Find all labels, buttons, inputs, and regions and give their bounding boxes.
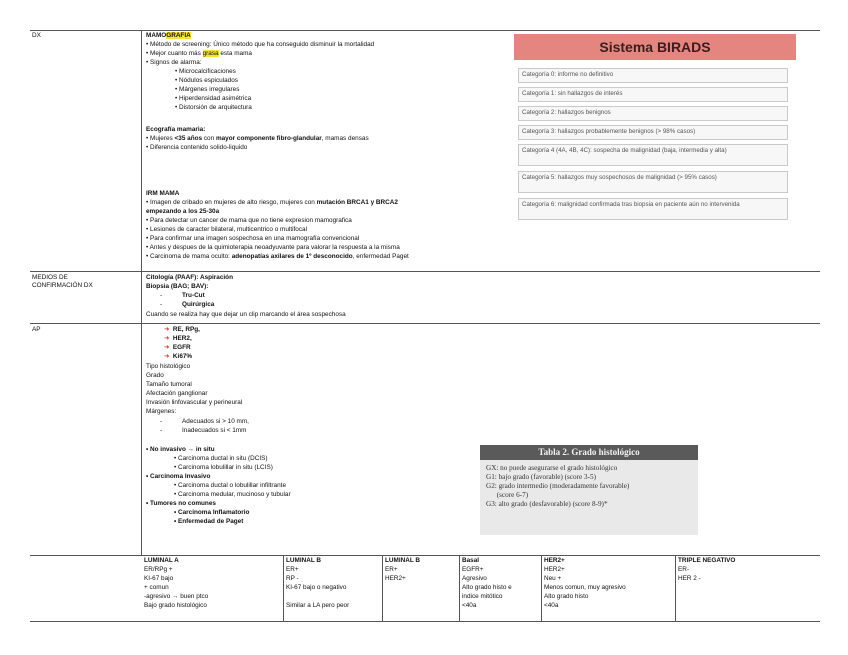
grado-title: Tabla 2. Grado histológico (480, 445, 698, 460)
birads-title: Sistema BIRADS (514, 34, 796, 60)
medios-sub: Tru-Cut (182, 292, 205, 299)
invasivo: • Carcinoma Invasivo (146, 473, 211, 480)
subtype-cell: <40a (462, 602, 477, 609)
no-invasivo-item: • Carcinoma ductal in situ (DCIS) (174, 455, 268, 462)
medios-item: Cuando se realiza hay que dejar un clip marcando el área sospechosa (146, 311, 346, 318)
subtype-cell: ER+ (385, 566, 398, 573)
arrow-icon: ➜ (164, 326, 170, 333)
invasivo-item: • Carcinoma medular, mucinoso y tubular (174, 491, 291, 498)
signo-item: • Microcalcificaciones (175, 68, 236, 75)
row-label-medios: MEDIOS DE (32, 274, 68, 281)
mamografia-title (146, 32, 191, 40)
row-divider (30, 323, 820, 324)
invasivo-item: • Carcinoma ductal o lobulillar infiltrante (174, 482, 286, 489)
birads-category: Categoría 0: informe no definitivo (518, 68, 788, 83)
margen-item: Inadecuados si < 1mm (182, 427, 247, 434)
subtype-cell: HER2+ (544, 566, 565, 573)
irm-item (146, 253, 409, 261)
row-divider (30, 271, 820, 272)
birads-category: Categoría 1: sin hallazgos de interés (518, 87, 788, 102)
arrow-icon: ➜ (164, 335, 170, 342)
subtype-cell: <40a (544, 602, 559, 609)
subtype-cell: HER 2 - (678, 575, 701, 582)
grado-line: G3: alto grado (desfavorable) (score 8-9)* (486, 500, 608, 508)
text: EGFR (172, 344, 191, 351)
signo-item: • Hiperdensidad asimétrica (175, 95, 252, 102)
text: Ki67% (172, 353, 193, 360)
grado-line: G1: bajo grado (favorable) (score 3-5) (486, 473, 596, 481)
irm-title: IRM MAMA (146, 190, 180, 197)
margen-item: Adecuados si > 10 mm, (182, 418, 249, 425)
mamografia-item: • Signos de alarma: (146, 59, 202, 66)
subtype-divider (541, 555, 542, 621)
grado-line: (score 6-7) (486, 491, 529, 499)
subtype-cell: Agresivo (462, 575, 487, 582)
subtype-cell: Alto grado histo e (462, 584, 512, 591)
irm-item: • Para confirmar una imagen sospechosa en una mamografía convencional (146, 235, 360, 242)
signo-item: • Nódulos espiculados (175, 77, 238, 84)
text: in situ (194, 446, 215, 453)
text-bold: adenopatías axilares de 1º desconocido (231, 253, 353, 260)
row-label-dx: DX (32, 32, 41, 39)
subtype-cell: indice mitótico (462, 593, 503, 600)
mamografia-title-b: GRAFIA (166, 32, 191, 39)
text: • No invasivo (146, 446, 188, 453)
mamografia-item: • Método de screening: Único método que ha conseguido disminuir la mortalidad (146, 41, 375, 48)
grado-line: G2: grado intermedio (moderadamente favorable) (486, 482, 630, 490)
birads-category: Categoría 6: malignidad confirmada tras biopsia en paciente aún no intervenida (518, 198, 788, 220)
text: , mamas densas (321, 135, 369, 142)
ap-line: Afectación ganglionar (146, 390, 208, 397)
text: con (202, 135, 216, 142)
subtype-cell: Bajo grado histológico (144, 602, 207, 609)
subtype-header: LUMINAL B (286, 557, 322, 564)
text: • Imagen de cribado en mujeres de alto riesgo, mujeres con (146, 199, 317, 206)
text-bold: mutación BRCA1 y BRCA2 (316, 199, 398, 206)
arrow-icon: ➜ (164, 353, 170, 360)
text: • Carcinoma de mama oculto: (146, 253, 232, 260)
ap-marker (164, 335, 192, 343)
tumores-raros-item: • Enfermedad de Paget (174, 518, 244, 525)
subtype-cell: + comun (144, 584, 169, 591)
subtype-header: LUMINAL B (385, 557, 421, 564)
grado-table (480, 445, 698, 535)
arrow-icon: → (187, 446, 195, 453)
ap-line: Grado (146, 372, 164, 379)
ap-line: Márgenes: (146, 408, 177, 415)
mamografia-item (146, 50, 252, 58)
tumores-raros-item: • Carcinoma Inflamatorio (174, 509, 250, 516)
subtype-cell: KI-67 bajo (144, 575, 174, 582)
subtype-cell: Menos comun, muy agresivo (544, 584, 626, 591)
mamografia-item-highlight: grasa (202, 50, 219, 57)
subtype-cell: RP - (286, 575, 299, 582)
text: , enfermedad Paget (352, 253, 409, 260)
birads-table (514, 34, 796, 242)
birads-category: Categoría 3: hallazgos probablemente benignos (> 98% casos) (518, 125, 788, 140)
ecografia-title: Ecografía mamaria: (146, 126, 206, 133)
row-divider (30, 555, 820, 556)
text: RE, RPg, (172, 326, 200, 333)
subtype-divider (675, 555, 676, 621)
subtype-divider (459, 555, 460, 621)
text: • Mujeres (146, 135, 175, 142)
no-invasivo-item: • Carcinoma lobulillar in situ (LCIS) (174, 464, 273, 471)
grado-line: GX: no puede asegurarse el grado histológico (486, 464, 618, 472)
medios-sub-bullet: - (160, 301, 163, 308)
irm-item: • Lesiones de caracter bilateral, multicentrico o multifocal (146, 226, 308, 233)
left-column-divider (141, 30, 142, 555)
table-bottom-border (30, 621, 820, 622)
medios-item: Biopsia (BAG; BAV): (146, 283, 209, 290)
table-top-border (30, 30, 820, 31)
irm-item: empezando a los 25-30a (146, 208, 220, 215)
ecografia-item: • Diferencia contenido solido-liquido (146, 144, 248, 151)
medios-sub-bullet: - (160, 292, 163, 299)
signo-item: • Distorsión de arquitectura (175, 104, 252, 111)
birads-category: Categoría 5: hallazgos muy sospechosos de malignidad (> 95% casos) (518, 171, 788, 193)
mamografia-item-text: • Mejor cuanto más (146, 50, 203, 57)
subtype-divider (382, 555, 383, 621)
row-label-ap: AP (32, 326, 41, 333)
ap-marker (164, 353, 192, 361)
margen-bullet: - (160, 418, 163, 425)
ap-marker (164, 326, 200, 334)
subtype-cell: ER- (678, 566, 690, 573)
subtype-cell: Neu + (544, 575, 562, 582)
medios-sub: Quirúrgica (182, 301, 215, 308)
medios-item: Citología (PAAF): Aspiración (146, 274, 233, 281)
subtype-cell: Similar a LA pero peor (286, 602, 350, 609)
text: HER2, (172, 335, 192, 342)
subtype-divider (283, 555, 284, 621)
signo-item: • Márgenes irregulares (175, 86, 240, 93)
row-label-medios: CONFIRMACIÓN DX (32, 282, 93, 289)
irm-item: • Para detectar un cancer de mama que no tiene expresion mamografica (146, 217, 352, 224)
margen-bullet: - (160, 427, 163, 434)
subtype-cell: KI-67 bajo o negativo (286, 584, 347, 591)
subtype-cell: HER2+ (385, 575, 406, 582)
ap-line: Invasión linfovascular y perineural (146, 399, 243, 406)
subtype-cell: Alto grado histo (544, 593, 589, 600)
text-bold: <35 años (174, 135, 203, 142)
subtype-cell: EGFR+ (462, 566, 484, 573)
ap-marker (164, 344, 191, 352)
mamografia-item-text: esta mama (218, 50, 252, 57)
subtype-cell: -agresivo → buen ptco (144, 593, 209, 600)
subtype-cell: ER/RPg + (144, 566, 173, 573)
subtype-cell: ER+ (286, 566, 299, 573)
ap-line: Tamaño tumoral (146, 381, 192, 388)
irm-item: • Antes y despues de la quimioterapia neoadyuvante para valorar la respuesta a la misma (146, 244, 400, 251)
irm-item (146, 199, 398, 207)
mamografia-title-a: MAMO (146, 32, 167, 39)
subtype-header: TRIPLE NEGATIVO (678, 557, 736, 564)
tumores-raros: • Tumores no comunes (146, 500, 216, 507)
subtype-header: LUMINAL A (144, 557, 179, 564)
birads-category: Categoría 4 (4A, 4B, 4C): sospecha de malignidad (baja, intermedia y alta) (518, 144, 788, 166)
subtype-header: HER2+ (544, 557, 565, 564)
ap-line: Tipo histológico (146, 363, 191, 370)
text-bold: mayor componente fibro-glandular (215, 135, 322, 142)
ecografia-item (146, 135, 369, 143)
arrow-icon: ➜ (164, 344, 170, 351)
birads-category: Categoría 2: hallazgos benignos (518, 106, 788, 121)
subtype-header: Basal (462, 557, 480, 564)
no-invasivo (146, 446, 215, 454)
